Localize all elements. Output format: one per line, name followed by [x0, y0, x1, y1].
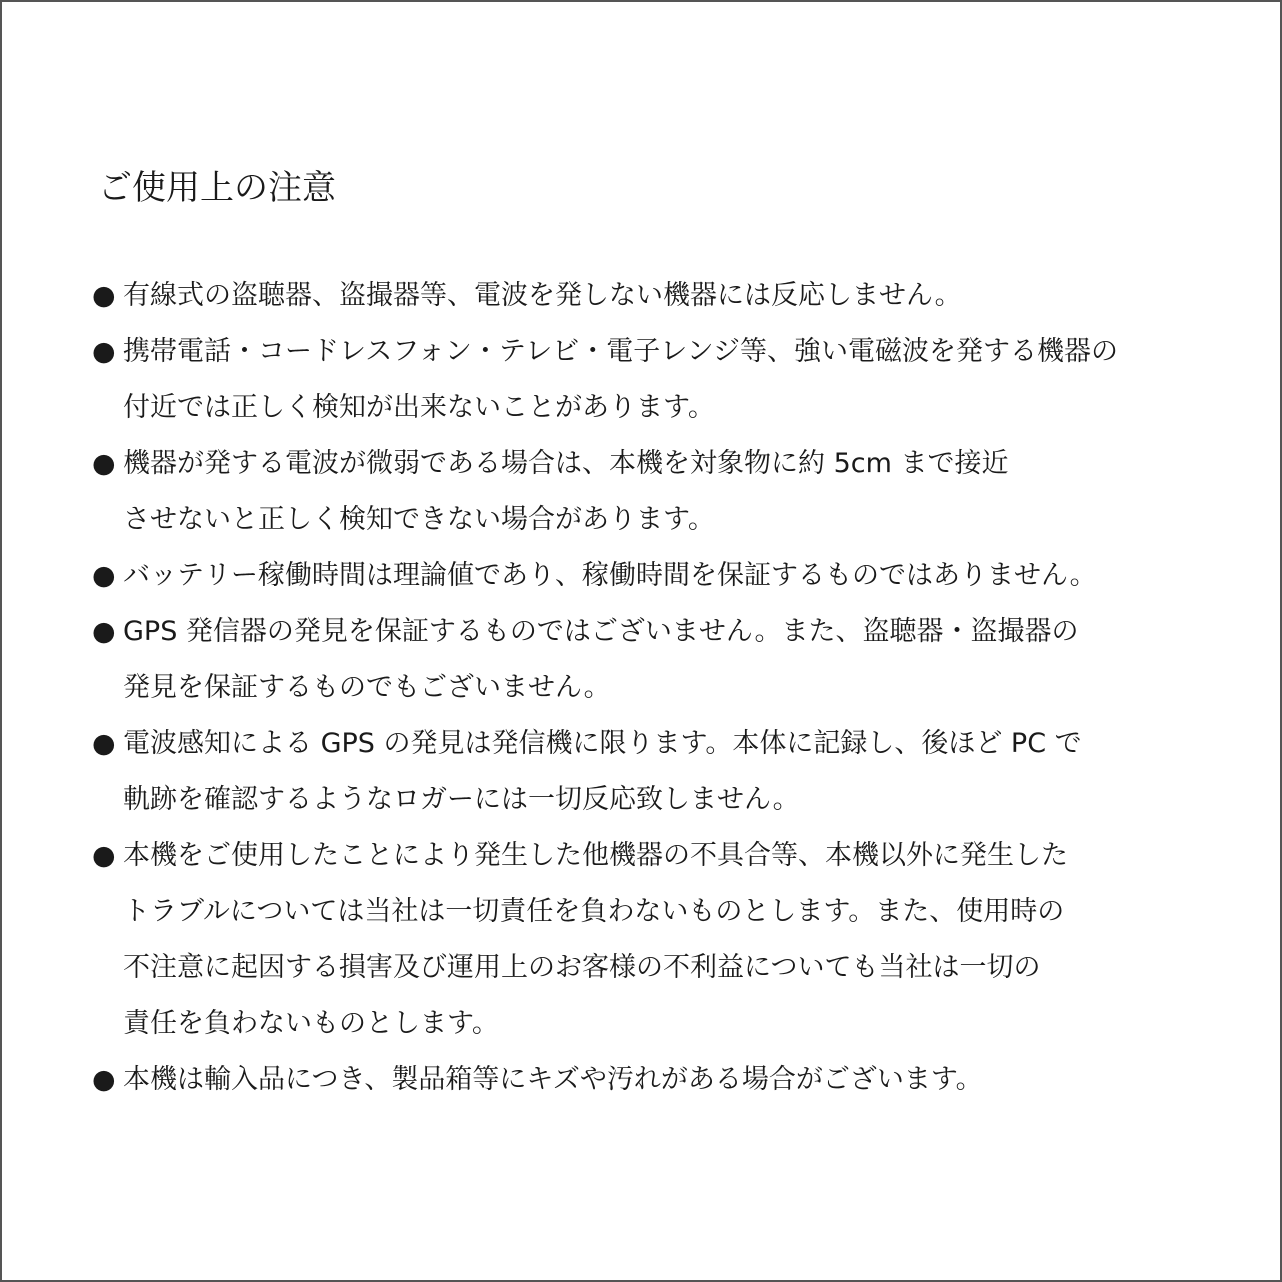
- note-text: [123, 1052, 983, 1108]
- note-text: [123, 324, 1118, 436]
- note-item: [92, 436, 1252, 548]
- note-line: 責任を負わないものとします。: [123, 1008, 499, 1039]
- note-line: 軌跡を確認するようなロガーには一切反応致しません。: [123, 784, 800, 815]
- bullet-icon: ●: [92, 560, 116, 591]
- note-line: 電波感知による GPS の発見は発信機に限ります。本体に記録し、後ほど PC で: [123, 728, 1082, 759]
- note-line: 本機をご使用したことにより発生した他機器の不具合等、本機以外に発生した: [123, 840, 1068, 871]
- note-item: [92, 268, 1252, 324]
- note-line: 有線式の盗聴器、盗撮器等、電波を発しない機器には反応しません。: [123, 280, 962, 311]
- note-item: [92, 604, 1252, 716]
- note-line: 本機は輸入品につき、製品箱等にキズや汚れがある場合がございます。: [123, 1064, 983, 1095]
- note-text: [123, 548, 1097, 604]
- note-line: させないと正しく検知できない場合があります。: [123, 504, 715, 535]
- bullet-icon: ●: [92, 840, 116, 871]
- bullet-icon: ●: [92, 280, 116, 311]
- note-text: [123, 604, 1079, 716]
- note-line: 発見を保証するものでもございません。: [123, 672, 611, 703]
- note-line: バッテリー稼働時間は理論値であり、稼働時間を保証するものではありません。: [123, 560, 1097, 591]
- note-text: [123, 436, 1009, 548]
- note-line: 機器が発する電波が微弱である場合は、本機を対象物に約 5cm まで接近: [123, 448, 1009, 479]
- page-title: ご使用上の注意: [98, 168, 336, 208]
- note-item: [92, 1052, 1252, 1108]
- note-line: GPS 発信器の発見を保証するものではございません。また、盗聴器・盗撮器の: [123, 616, 1079, 647]
- note-text: [123, 716, 1082, 828]
- note-line: 携帯電話・コードレスフォン・テレビ・電子レンジ等、強い電磁波を発する機器の: [123, 336, 1118, 367]
- bullet-icon: ●: [92, 1064, 116, 1095]
- notes-list: [92, 268, 1252, 1108]
- bullet-icon: ●: [92, 448, 116, 479]
- note-text: [123, 828, 1068, 1052]
- note-line: 付近では正しく検知が出来ないことがあります。: [123, 392, 715, 423]
- bullet-icon: ●: [92, 616, 116, 647]
- note-item: [92, 548, 1252, 604]
- bullet-icon: ●: [92, 728, 116, 759]
- note-text: [123, 268, 962, 324]
- note-item: [92, 828, 1252, 1052]
- note-item: [92, 716, 1252, 828]
- bullet-icon: ●: [92, 336, 116, 367]
- note-line: トラブルについては当社は一切責任を負わないものとします。また、使用時の: [123, 896, 1065, 927]
- note-line: 不注意に起因する損害及び運用上のお客様の不利益についても当社は一切の: [123, 952, 1041, 983]
- note-item: [92, 324, 1252, 436]
